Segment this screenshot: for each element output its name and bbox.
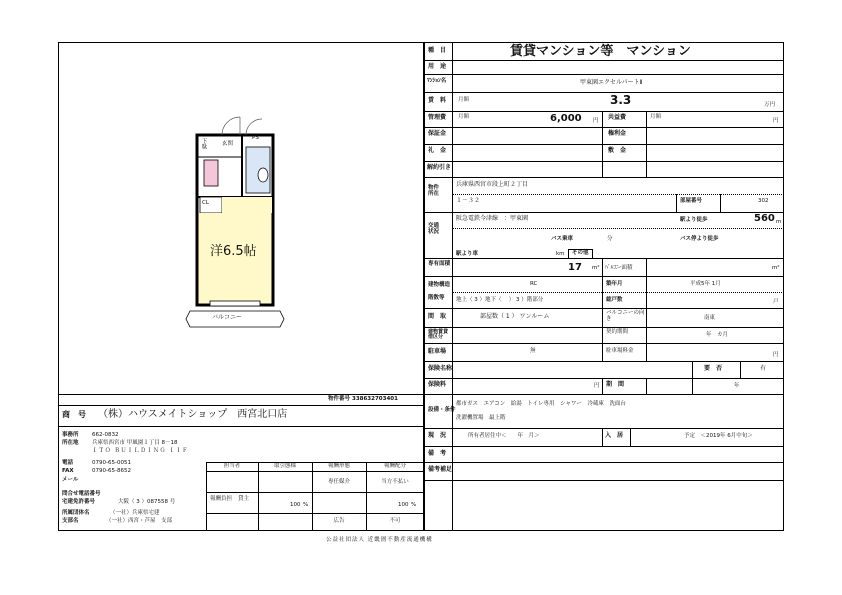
mgmt-fee-yen: 円 <box>593 118 599 124</box>
fee-value: 当方不払い <box>381 479 409 485</box>
group: （一社）兵庫県宅建 <box>110 510 160 516</box>
gratuity-label: 礼 金 <box>428 147 447 154</box>
office-label: 事務所 <box>62 432 79 438</box>
cl-label: CL <box>202 200 209 206</box>
property-no: 338632703401 <box>352 396 398 402</box>
mgmt-fee-unit-label: 月額 <box>458 114 470 120</box>
facilities-line2: 洗濯機置場 最上階 <box>456 415 506 421</box>
rent-unit: 万円 <box>764 102 776 108</box>
built-value: 平成5年 1月 <box>690 281 721 287</box>
trade-header: 取引態様 <box>273 463 296 469</box>
use-label: 用 途 <box>428 63 447 70</box>
fee-percent-1: 100 <box>290 502 301 508</box>
type-label: 種 目 <box>428 47 447 54</box>
required-value: 有 <box>760 365 767 372</box>
balcony-area-label: ﾊﾞﾙｺﾆｰ面積 <box>605 265 633 271</box>
period-label: 期 間 <box>606 381 625 388</box>
bus-minutes: 分 <box>607 236 613 242</box>
structure-label: 建物構造 <box>428 282 451 288</box>
layout-value: 部屋数（ 1 ） ワンルーム <box>480 313 550 320</box>
kitchen-sink <box>204 160 218 186</box>
km-unit: km <box>556 251 565 257</box>
mail-label: メール <box>62 477 79 483</box>
required-label: 要 否 <box>704 365 723 372</box>
current-value: 所有者居住中＜ 年 月＞ <box>468 433 540 439</box>
fee-percent-2-sign: % <box>411 502 417 508</box>
entrance-label: 玄関 <box>222 141 234 147</box>
license-label: 宅建免許番号 <box>62 499 96 505</box>
mgmt-fee-label: 管理費 <box>428 114 447 121</box>
notes2-label: 備考補足 <box>428 466 453 473</box>
fax-label: FAX <box>62 468 74 474</box>
rent-unit-label: 月額 <box>458 97 470 103</box>
bus-ride-label: バス乗車 <box>551 236 574 242</box>
contract-value: 年 カ月 <box>706 332 729 338</box>
property-no-label: 物件番号 <box>328 396 351 402</box>
fax: 0790-65-8652 <box>92 468 131 474</box>
parking-value: 無 <box>530 348 536 354</box>
floors-label: 階数等 <box>428 295 445 301</box>
rent-value: 3.3 <box>610 93 632 107</box>
orientation-label: バルコニーの向き <box>606 310 645 322</box>
shikikin-label: 敷 金 <box>608 147 627 154</box>
room-label: 洋6.5帖 <box>210 244 257 259</box>
balcony-label: バルコニー <box>212 314 243 321</box>
group-label: 所属団体名 <box>62 510 90 516</box>
floor-plan <box>180 115 290 335</box>
branch-label: 支部名 <box>62 518 79 524</box>
ps-label: PS <box>252 135 259 141</box>
structure-value: RC <box>530 281 538 287</box>
mansion-label: ﾏﾝｼｮﾝ名 <box>427 78 447 84</box>
room-number: 302 <box>758 198 769 204</box>
term-label: 建物賃貸借区分 <box>428 329 449 340</box>
walk-unit: m <box>776 219 782 225</box>
fee-burden-label: 報酬負担 <box>210 496 233 502</box>
floors-value: 地上（ 3 ）地下（ ） 3 ）階部分 <box>456 297 544 303</box>
bus-stop-label: バス停より徒歩 <box>680 236 719 242</box>
shoebox-label: 下駄 <box>200 138 207 149</box>
mgmt-fee-value: 6,000 <box>550 113 582 124</box>
area-value: 17 <box>568 262 582 273</box>
tel: 0790-65-0051 <box>92 460 131 466</box>
facilities-line1: 都市ガス エアコン 給湯 トイレ専用 シャワー 冷蔵庫 洗面台 <box>456 401 626 407</box>
right-panel <box>424 42 784 531</box>
rent-label: 賃 料 <box>428 97 447 104</box>
trade-value: 専任媒介 <box>327 479 350 485</box>
walk-value: 560 <box>754 213 775 224</box>
payment-header: 報酬配分 <box>383 463 406 469</box>
move-in-label: 入 居 <box>605 432 624 439</box>
insurance-label: 保険名称 <box>428 365 453 372</box>
trade-label: 商 号 <box>62 410 86 419</box>
other-label: その他 <box>568 249 593 259</box>
address-label: 物件所在 <box>428 185 440 197</box>
room-number-label: 部屋番号 <box>680 198 703 204</box>
common-fee-unit-label: 月額 <box>650 114 662 120</box>
listing-title: 賃貸マンション等 マンション <box>510 44 691 59</box>
agent-address: 兵庫県西宮市 甲風園１丁目 8－18 <box>92 440 178 446</box>
insurance-fee-yen: 円 <box>594 383 600 389</box>
tel-label: 電話 <box>62 460 74 466</box>
facilities-label: 設備・条件 <box>428 407 456 413</box>
period-year: 年 <box>734 383 740 389</box>
parking-label: 駐車場 <box>428 348 447 355</box>
current-label: 現 況 <box>428 432 447 439</box>
insurance-fee-label: 保険料 <box>428 381 447 388</box>
key-money-label: 権利金 <box>608 130 627 137</box>
contact-header: 担当者 <box>223 463 241 469</box>
ad-value: 不可 <box>389 518 401 524</box>
ad-label: 広告 <box>333 518 345 524</box>
building-name: 甲東園エクセルパートⅡ <box>580 79 643 86</box>
transport-label: 交通状況 <box>428 223 440 235</box>
orientation-value: 南東 <box>704 315 716 321</box>
fee-percent-2: 100 <box>398 502 409 508</box>
trade-name: （株）ハウスメイトショップ 西宮北口店 <box>98 409 288 420</box>
assoc-label: 問合せ電話番号 <box>62 491 101 497</box>
address-line1: 兵庫県西宮市段上町２丁目 <box>456 181 529 188</box>
fee-percent-1-sign: % <box>303 502 309 508</box>
area-unit: m² <box>592 265 600 271</box>
move-in-value: 予定 ＜2019年 6月中旬＞ <box>684 433 753 439</box>
balcony-area-unit: m² <box>772 265 780 271</box>
license: 大阪（ 3 ）087558 号 <box>118 499 176 505</box>
lender-label: 貸主 <box>238 496 250 502</box>
notes-label: 備 考 <box>428 450 447 457</box>
address-line2: １－３２ <box>456 197 481 204</box>
footer-org: 公益社団法人 近畿圏不動産流通機構 <box>326 537 433 543</box>
parking-fee-label: 駐車場料金 <box>606 348 634 354</box>
built-label: 築年月 <box>606 281 623 287</box>
area-label: 専有面積 <box>428 261 451 267</box>
parking-fee-yen: 円 <box>773 352 779 358</box>
fee-header: 報酬形態 <box>327 463 350 469</box>
agent-address-label: 所在地 <box>62 440 79 446</box>
total-units-unit: 戸 <box>773 299 779 305</box>
postal: 662-0832 <box>92 432 119 438</box>
contract-label: 契約期間 <box>606 329 629 335</box>
layout-label: 間 取 <box>428 313 447 320</box>
branch: （一社）西宮・芦屋 支部 <box>106 518 173 524</box>
km-label: 駅より車 <box>456 251 479 257</box>
station: 阪急電鉄今津線 ：甲東園 <box>456 215 529 222</box>
agent-building: ＩＴＯ ＢＵＩＬＤＩＮＧ ＩＩＦ <box>92 448 189 454</box>
cancellation-label: 解約引き <box>427 164 452 171</box>
common-fee-label: 共益費 <box>608 114 627 121</box>
walk-label: 駅より徒歩 <box>680 217 708 223</box>
deposit-label: 保証金 <box>428 130 447 137</box>
common-fee-yen: 円 <box>773 118 779 124</box>
total-units-label: 総戸数 <box>606 297 623 303</box>
